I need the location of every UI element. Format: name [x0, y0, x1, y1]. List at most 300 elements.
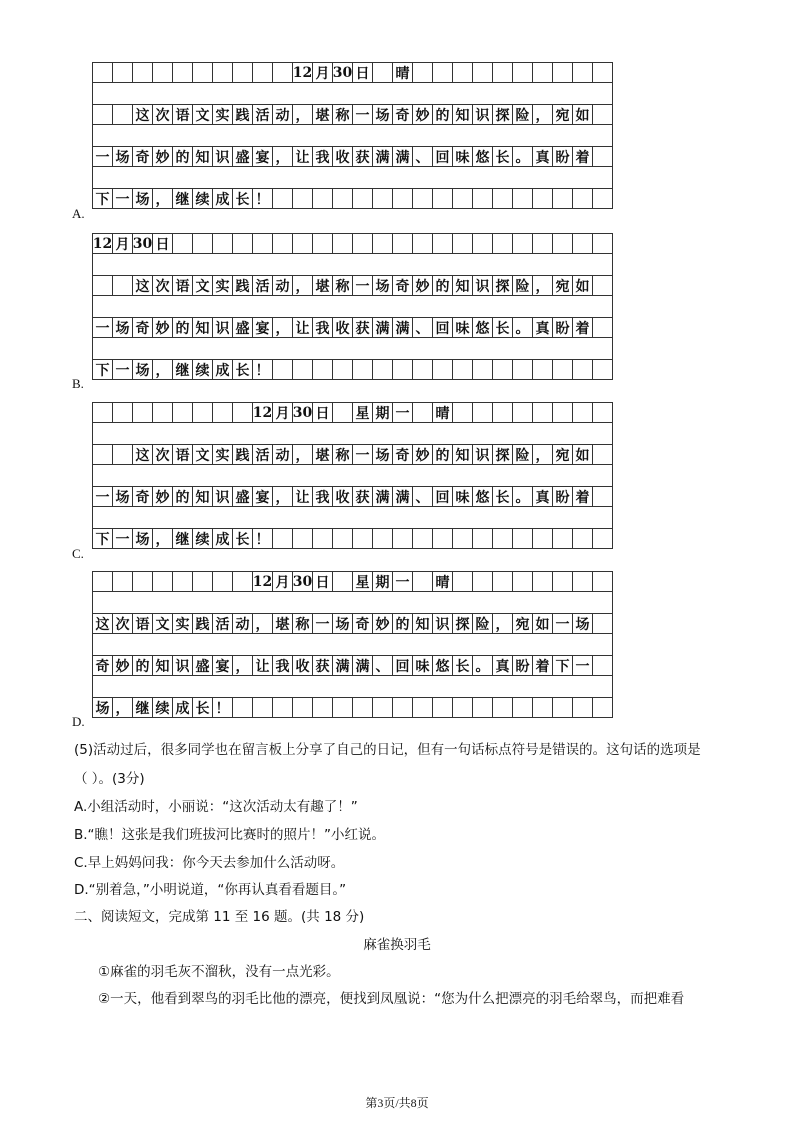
date-row-cell	[173, 403, 193, 423]
text-row-cell	[573, 529, 593, 549]
text-row-cell	[593, 189, 613, 209]
text-row-cell: 探	[493, 445, 513, 465]
text-row-cell	[573, 698, 593, 718]
text-row-cell	[353, 360, 373, 380]
text-row-cell: 场	[373, 445, 393, 465]
text-row-cell	[453, 698, 473, 718]
text-row-cell: 下	[93, 529, 113, 549]
text-row-cell	[593, 318, 613, 338]
date-row-cell	[153, 63, 173, 83]
date-row-cell: 月	[273, 572, 293, 592]
date-row-cell	[513, 63, 533, 83]
text-row-cell	[513, 189, 533, 209]
date-row-cell	[533, 234, 553, 254]
text-row-cell: 堪	[313, 276, 333, 296]
text-row-cell	[553, 189, 573, 209]
text-row-cell: 奇	[133, 318, 153, 338]
grid-spacer	[93, 167, 613, 189]
text-row-cell	[353, 189, 373, 209]
text-row-cell: 场	[113, 147, 133, 167]
text-row-cell: 动	[273, 445, 293, 465]
text-row-cell: 场	[93, 698, 113, 718]
text-row-cell: 盼	[553, 487, 573, 507]
text-row-cell: 知	[193, 147, 213, 167]
text-row-cell: 满	[373, 318, 393, 338]
text-row-cell: ，	[293, 105, 313, 125]
text-row-cell: 、	[373, 656, 393, 676]
text-row-cell	[593, 445, 613, 465]
date-row-cell: 12	[293, 63, 313, 83]
text-row-cell	[333, 189, 353, 209]
date-row-cell	[593, 403, 613, 423]
text-row-cell: 识	[213, 487, 233, 507]
text-row-cell: 着	[573, 318, 593, 338]
text-row-cell: ，	[113, 698, 133, 718]
text-row-cell: 满	[373, 487, 393, 507]
text-row-cell	[473, 360, 493, 380]
date-row-cell: 星	[353, 572, 373, 592]
choice-b: B.“瞧！这张是我们班拔河比赛时的照片！”小红说。	[74, 827, 386, 843]
date-row-cell	[213, 63, 233, 83]
text-row-cell: 收	[293, 656, 313, 676]
text-row-cell: 悠	[473, 487, 493, 507]
date-row-cell: 日	[313, 403, 333, 423]
text-row-cell	[373, 529, 393, 549]
date-row-cell: 晴	[433, 403, 453, 423]
date-row-cell	[593, 234, 613, 254]
text-row-cell: 奇	[133, 147, 153, 167]
option-c-label: C.	[72, 546, 84, 561]
text-row-cell	[293, 189, 313, 209]
text-row-cell: 险	[513, 276, 533, 296]
date-row-cell: 30	[333, 63, 353, 83]
text-row-cell	[533, 529, 553, 549]
date-row-cell	[493, 63, 513, 83]
text-row-cell: 获	[353, 487, 373, 507]
text-row-cell: ，	[273, 487, 293, 507]
choice-c: C.早上妈妈问我：你今天去参加什么活动呀。	[74, 855, 345, 871]
text-row-cell: 这	[133, 445, 153, 465]
text-row-cell: 奇	[393, 105, 413, 125]
text-row-cell: 继	[173, 189, 193, 209]
grid-spacer	[93, 338, 613, 360]
date-row-cell	[213, 572, 233, 592]
text-row-cell	[593, 360, 613, 380]
text-row-cell: 奇	[353, 614, 373, 634]
date-row-cell	[153, 572, 173, 592]
date-row-cell	[333, 403, 353, 423]
date-row-cell	[353, 234, 373, 254]
date-row-cell	[173, 63, 193, 83]
text-row-cell: 我	[313, 318, 333, 338]
text-row-cell: 知	[453, 445, 473, 465]
text-row-cell	[533, 360, 553, 380]
text-row-cell: 满	[393, 318, 413, 338]
text-row-cell: 动	[273, 276, 293, 296]
text-row-cell: ，	[533, 276, 553, 296]
text-row-cell: 一	[573, 656, 593, 676]
date-row-cell	[513, 572, 533, 592]
text-row-cell: 场	[113, 318, 133, 338]
date-row-cell	[493, 572, 513, 592]
text-row-cell: 一	[93, 487, 113, 507]
text-row-cell: 场	[333, 614, 353, 634]
writing-grid-a	[92, 62, 613, 209]
date-row-cell	[473, 403, 493, 423]
date-row-cell: 期	[373, 403, 393, 423]
text-row-cell	[353, 529, 373, 549]
text-row-cell: 味	[453, 147, 473, 167]
text-row-cell: 奇	[93, 656, 113, 676]
date-row-cell: 期	[373, 572, 393, 592]
text-row-cell: 的	[393, 614, 413, 634]
text-row-cell: 践	[193, 614, 213, 634]
date-row-cell	[493, 234, 513, 254]
text-row-cell: 。	[513, 487, 533, 507]
text-row-cell: 悠	[473, 318, 493, 338]
text-row-cell	[493, 529, 513, 549]
text-row-cell	[293, 529, 313, 549]
text-row-cell: 次	[153, 105, 173, 125]
text-row-cell	[533, 698, 553, 718]
text-row-cell	[493, 360, 513, 380]
date-row-cell	[253, 63, 273, 83]
option-a-label: A.	[72, 206, 85, 221]
text-row-cell: 。	[513, 318, 533, 338]
text-row-cell: 的	[173, 318, 193, 338]
text-row-cell	[313, 529, 333, 549]
text-row-cell: ，	[273, 318, 293, 338]
text-row-cell: 识	[213, 318, 233, 338]
text-row-cell: 味	[453, 487, 473, 507]
text-row-cell: 味	[413, 656, 433, 676]
text-row-cell: 妙	[413, 276, 433, 296]
text-row-cell	[253, 698, 273, 718]
text-row-cell: 妙	[113, 656, 133, 676]
text-row-cell: 继	[133, 698, 153, 718]
text-row-cell	[273, 189, 293, 209]
text-row-cell: 、	[413, 487, 433, 507]
text-row-cell	[393, 189, 413, 209]
text-row-cell: 。	[513, 147, 533, 167]
date-row-cell	[553, 403, 573, 423]
text-row-cell: 险	[513, 445, 533, 465]
text-row-cell: 一	[353, 105, 373, 125]
text-row-cell: 识	[213, 147, 233, 167]
text-row-cell: 的	[173, 147, 193, 167]
date-row-cell	[173, 234, 193, 254]
text-row-cell: 续	[193, 360, 213, 380]
text-row-cell: 宴	[253, 487, 273, 507]
date-row-cell	[573, 572, 593, 592]
date-row-cell	[173, 572, 193, 592]
text-row-cell	[333, 529, 353, 549]
date-row-cell	[413, 63, 433, 83]
text-row-cell	[513, 360, 533, 380]
text-row-cell	[513, 529, 533, 549]
text-row-cell: 继	[173, 360, 193, 380]
text-row-cell: 如	[573, 445, 593, 465]
text-row-cell: 探	[493, 105, 513, 125]
date-row-cell	[573, 234, 593, 254]
date-row-cell	[193, 63, 213, 83]
text-row-cell: 这	[133, 276, 153, 296]
date-row-cell	[593, 63, 613, 83]
text-row-cell: 场	[113, 487, 133, 507]
text-row-cell: 一	[553, 614, 573, 634]
passage-paragraph-1: ①麻雀的羽毛灰不溜秋，没有一点光彩。	[98, 964, 340, 980]
date-row-cell	[273, 234, 293, 254]
text-row-cell: 的	[433, 105, 453, 125]
date-row-cell	[373, 234, 393, 254]
text-row-cell: 回	[433, 147, 453, 167]
text-row-cell: 一	[313, 614, 333, 634]
date-row-cell	[193, 403, 213, 423]
text-row-cell: 识	[473, 445, 493, 465]
text-row-cell: 动	[233, 614, 253, 634]
text-row-cell: 语	[173, 276, 193, 296]
text-row-cell: 回	[433, 487, 453, 507]
text-row-cell: 长	[493, 487, 513, 507]
text-row-cell: 的	[433, 445, 453, 465]
text-row-cell: 续	[193, 189, 213, 209]
text-row-cell: 下	[93, 189, 113, 209]
text-row-cell: 真	[533, 318, 553, 338]
text-row-cell: ！	[253, 189, 273, 209]
date-row-cell	[413, 572, 433, 592]
date-row-cell	[593, 572, 613, 592]
text-row-cell	[473, 189, 493, 209]
text-row-cell: 让	[253, 656, 273, 676]
date-row-cell: 12	[253, 403, 273, 423]
text-row-cell: 续	[153, 698, 173, 718]
text-row-cell: 场	[373, 105, 393, 125]
text-row-cell: 知	[453, 276, 473, 296]
question-5-line1: (5)活动过后，很多同学也在留言板上分享了自己的日记，但有一句话标点符号是错误的。这句话的选项是	[74, 742, 701, 758]
text-row-cell	[453, 189, 473, 209]
text-row-cell: 活	[253, 105, 273, 125]
text-row-cell: 妙	[373, 614, 393, 634]
text-row-cell: 真	[533, 147, 553, 167]
text-row-cell	[413, 698, 433, 718]
date-row-cell: 30	[293, 403, 313, 423]
text-row-cell: 奇	[393, 445, 413, 465]
text-row-cell: 长	[493, 147, 513, 167]
text-row-cell: 回	[433, 318, 453, 338]
date-row-cell	[373, 63, 393, 83]
text-row-cell	[573, 189, 593, 209]
text-row-cell	[593, 487, 613, 507]
date-row-cell	[213, 403, 233, 423]
text-row-cell: 知	[193, 318, 213, 338]
date-row-cell	[233, 403, 253, 423]
text-row-cell	[333, 360, 353, 380]
text-row-cell	[393, 698, 413, 718]
text-row-cell: 探	[493, 276, 513, 296]
text-row-cell: 获	[353, 147, 373, 167]
text-row-cell: 满	[373, 147, 393, 167]
text-row-cell: 文	[153, 614, 173, 634]
text-row-cell	[433, 529, 453, 549]
date-row-cell	[553, 572, 573, 592]
text-row-cell	[113, 445, 133, 465]
date-row-cell	[273, 63, 293, 83]
passage-title: 麻雀换羽毛	[363, 937, 431, 953]
text-row-cell	[413, 360, 433, 380]
text-row-cell: 着	[573, 487, 593, 507]
option-d-label: D.	[72, 714, 85, 729]
text-row-cell	[93, 276, 113, 296]
text-row-cell: ，	[533, 105, 553, 125]
text-row-cell	[393, 360, 413, 380]
text-row-cell: 宴	[213, 656, 233, 676]
text-row-cell	[493, 189, 513, 209]
text-row-cell: 盛	[193, 656, 213, 676]
text-row-cell	[593, 656, 613, 676]
date-row-cell	[93, 403, 113, 423]
text-row-cell: 长	[233, 360, 253, 380]
text-row-cell	[553, 529, 573, 549]
text-row-cell: 盼	[513, 656, 533, 676]
text-row-cell: 场	[573, 614, 593, 634]
text-row-cell: 、	[413, 147, 433, 167]
grid-spacer	[93, 423, 613, 445]
text-row-cell	[233, 698, 253, 718]
writing-grid-c	[92, 402, 613, 549]
text-row-cell: 收	[333, 487, 353, 507]
text-row-cell: 次	[153, 445, 173, 465]
choice-a: A.小组活动时，小丽说：“这次活动太有趣了！”	[74, 799, 358, 815]
text-row-cell: ！	[253, 360, 273, 380]
text-row-cell	[93, 445, 113, 465]
text-row-cell: 称	[333, 276, 353, 296]
text-row-cell	[573, 360, 593, 380]
date-row-cell	[193, 234, 213, 254]
text-row-cell: 活	[213, 614, 233, 634]
text-row-cell: 次	[153, 276, 173, 296]
text-row-cell: 长	[233, 189, 253, 209]
date-row-cell: 日	[153, 234, 173, 254]
text-row-cell: 文	[193, 445, 213, 465]
text-row-cell	[93, 105, 113, 125]
date-row-cell	[553, 63, 573, 83]
grid-spacer	[93, 465, 613, 487]
text-row-cell: 让	[293, 318, 313, 338]
date-row-cell	[513, 234, 533, 254]
date-row-cell	[113, 403, 133, 423]
text-row-cell: 盼	[553, 318, 573, 338]
text-row-cell: 收	[333, 318, 353, 338]
date-row-cell: 晴	[433, 572, 453, 592]
text-row-cell	[293, 360, 313, 380]
text-row-cell: 满	[353, 656, 373, 676]
text-row-cell: 宛	[553, 445, 573, 465]
grid-spacer	[93, 296, 613, 318]
text-row-cell: 一	[353, 445, 373, 465]
text-row-cell: 语	[133, 614, 153, 634]
text-row-cell: 妙	[413, 445, 433, 465]
date-row-cell	[413, 234, 433, 254]
date-row-cell: 30	[293, 572, 313, 592]
text-row-cell	[313, 360, 333, 380]
text-row-cell: 知	[413, 614, 433, 634]
date-row-cell	[533, 572, 553, 592]
text-row-cell: ，	[533, 445, 553, 465]
text-row-cell: 回	[393, 656, 413, 676]
text-row-cell: 满	[333, 656, 353, 676]
text-row-cell	[473, 698, 493, 718]
text-row-cell	[373, 189, 393, 209]
text-row-cell: 知	[453, 105, 473, 125]
grid-spacer	[93, 676, 613, 698]
text-row-cell: 悠	[473, 147, 493, 167]
text-row-cell	[413, 529, 433, 549]
text-row-cell: 下	[553, 656, 573, 676]
text-row-cell: 奇	[393, 276, 413, 296]
text-row-cell: 称	[333, 105, 353, 125]
date-row-cell	[153, 403, 173, 423]
text-row-cell: 宴	[253, 318, 273, 338]
date-row-cell	[433, 234, 453, 254]
date-row-cell: 月	[273, 403, 293, 423]
text-row-cell: ，	[233, 656, 253, 676]
text-row-cell	[593, 614, 613, 634]
text-row-cell	[113, 105, 133, 125]
text-row-cell: 妙	[153, 147, 173, 167]
text-row-cell: 真	[493, 656, 513, 676]
text-row-cell	[373, 360, 393, 380]
text-row-cell: ，	[153, 529, 173, 549]
text-row-cell: 下	[93, 360, 113, 380]
text-row-cell	[273, 698, 293, 718]
text-row-cell	[433, 189, 453, 209]
text-row-cell: 盛	[233, 147, 253, 167]
date-row-cell	[133, 63, 153, 83]
grid-spacer	[93, 83, 613, 105]
date-row-cell: 星	[353, 403, 373, 423]
text-row-cell: 妙	[153, 487, 173, 507]
text-row-cell: 如	[573, 276, 593, 296]
text-row-cell	[433, 698, 453, 718]
date-row-cell	[453, 63, 473, 83]
text-row-cell: 成	[213, 189, 233, 209]
text-row-cell: 盛	[233, 487, 253, 507]
text-row-cell: 一	[93, 318, 113, 338]
text-row-cell: 一	[113, 529, 133, 549]
text-row-cell: ，	[153, 189, 173, 209]
date-row-cell	[93, 572, 113, 592]
text-row-cell: 长	[493, 318, 513, 338]
text-row-cell: 、	[413, 318, 433, 338]
date-row-cell	[553, 234, 573, 254]
text-row-cell: ，	[253, 614, 273, 634]
text-row-cell: 识	[473, 105, 493, 125]
date-row-cell	[133, 403, 153, 423]
text-row-cell: ，	[293, 445, 313, 465]
text-row-cell: 知	[153, 656, 173, 676]
text-row-cell: 如	[533, 614, 553, 634]
text-row-cell: 长	[453, 656, 473, 676]
text-row-cell: 识	[173, 656, 193, 676]
date-row-cell	[93, 63, 113, 83]
text-row-cell: 一	[353, 276, 373, 296]
text-row-cell: 知	[193, 487, 213, 507]
text-row-cell	[533, 189, 553, 209]
text-row-cell: 我	[313, 487, 333, 507]
text-row-cell: 文	[193, 276, 213, 296]
choice-d: D.“别着急，”小明说道，“你再认真看看题目。”	[74, 882, 347, 898]
text-row-cell: 活	[253, 445, 273, 465]
